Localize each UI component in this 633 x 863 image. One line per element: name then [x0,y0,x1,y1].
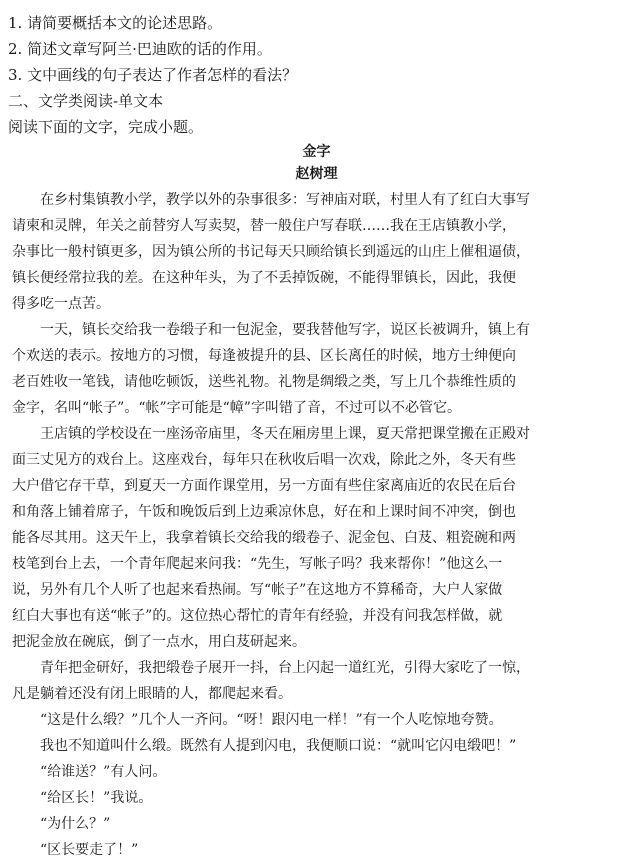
article-line: “这是什么缎？”几个人一齐问。“呀！跟闪电一样！”有一个人吃惊地夸赞。 [40,712,503,728]
question-3: 3. 文中画线的句子表达了作者怎样的看法？ [8,66,298,84]
article-line: “区长要走了！” [40,842,139,858]
article-line: “为什么？” [40,816,111,832]
article-line: 凡是躺着还没有闭上眼睛的人，都爬起来看。 [12,686,292,702]
article-line: 一天，镇长交给我一卷缎子和一包泥金，要我替他写字，说区长被调升，镇上有 [40,322,530,338]
article-author: 赵树理 [295,166,338,182]
article-line: 镇长便经常拉我的差。在这种年头，为了不丢掉饭碗，不能得罪镇长，因此，我便 [12,270,516,286]
article-line: 红白大事也有送“帐子”的。这位热心帮忙的青年有经验，并没有问我怎样做，就 [12,608,503,624]
article-line: 老百姓收一笔钱，请他吃顿饭，送些礼物。礼物是绸缎之类，写上几个恭维性质的 [12,374,516,390]
reading-instruction: 阅读下面的文字，完成小题。 [8,118,204,136]
section-heading: 二、文学类阅读-单文本 [8,92,164,110]
question-1: 1. 请简要概括本文的论述思路。 [8,14,223,32]
article-line: 枝笔到台上去，一个青年爬起来问我：“先生，写帐子吗？我来帮你！”他这么一 [12,556,503,572]
article-line: 大户借它存干草，到夏天一方面作课堂用，另一方面有些住家离庙近的农民在后台 [12,478,516,494]
question-list [8,10,628,140]
article-line: 得多吃一点苦。 [12,296,110,312]
article-line: “给区长！”我说。 [40,790,153,806]
article-line: 王店镇的学校设在一座汤帝庙里，冬天在厢房里上课，夏天常把课堂搬在正殿对 [40,426,530,442]
article-line: 说，另外有几个人听了也起来看热闹。写“帐子”在这地方不算稀奇，大户人家做 [12,582,503,598]
question-2: 2. 简述文章写阿兰·巴迪欧的话的作用。 [8,40,272,58]
article-line: 面三丈见方的戏台上。这座戏台，每年只在秋收后唱一次戏，除此之外，冬天有些 [12,452,516,468]
article-line: 金字，名叫“帐子”。“帐”字可能是“幛”字叫错了音，不过可以不必管它。 [12,400,461,416]
article-line: 和角落上铺着席子，午饭和晚饭后到上边乘凉休息，好在和上课时间不冲突，倒也 [12,504,516,520]
article-line: 在乡村集镇教小学，教学以外的杂事很多：写神庙对联，村里人有了红白大事写 [40,192,530,208]
article-line: 请柬和灵牌，年关之前替穷人写卖契，替一般住户写春联……我在王店镇教小学， [12,218,516,234]
article-title: 金字 [302,144,331,160]
article-line: 把泥金放在碗底，倒了一点水，用白芨研起来。 [12,634,306,650]
article-line: 青年把金研好，我把缎卷子展开一抖，台上闪起一道红光，引得大家吃了一惊， [40,660,530,676]
article-body [12,187,624,863]
article-line: “给谁送？”有人问。 [40,764,167,780]
article-line: 我也不知道叫什么缎。既然有人提到闪电，我便顺口说：“就叫它闪电缎吧！” [40,738,517,754]
article-line: 杂事比一般村镇更多，因为镇公所的书记每天只顾给镇长到遥远的山庄上催租逼债， [12,244,530,260]
article-line: 能各尽其用。这天午上，我拿着镇长交给我的缎卷子、泥金包、白芨、粗瓷碗和两 [12,530,516,546]
article-line: 个欢送的表示。按地方的习惯，每逢被提升的县、区长离任的时候，地方士绅便向 [12,348,516,364]
